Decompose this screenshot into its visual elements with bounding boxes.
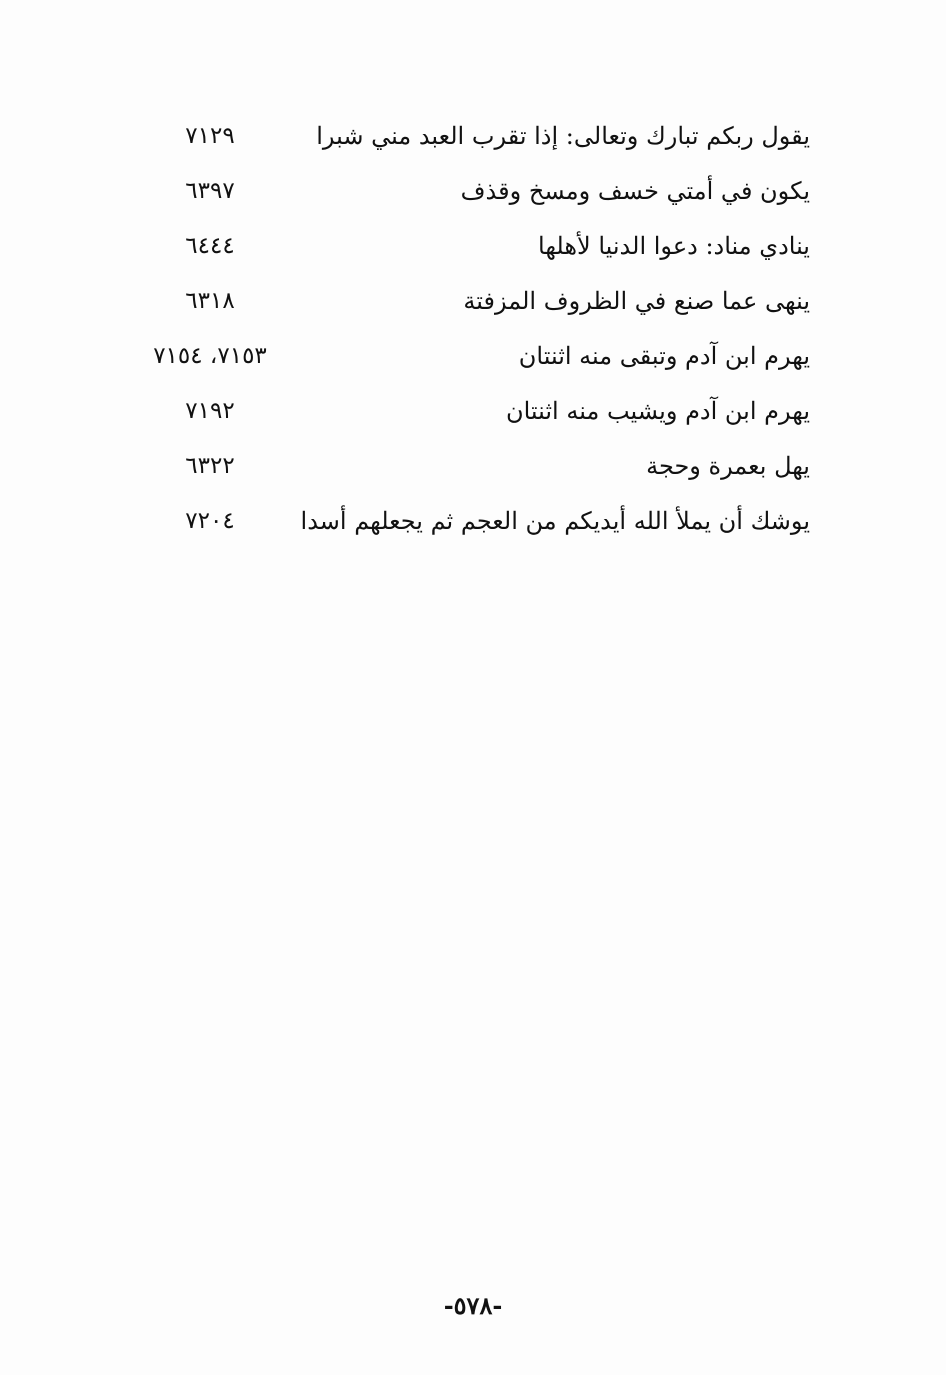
index-entry — [120, 112, 810, 167]
hadith-reference-number: ٦٣١٨ — [185, 288, 235, 314]
hadith-index-list — [120, 112, 810, 552]
hadith-reference-number: ٧١٥٣، ٧١٥٤ — [153, 343, 267, 369]
hadith-reference-number: ٦٣٢٢ — [185, 453, 235, 479]
hadith-text: يكون في أمتي خسف ومسخ وقذف — [460, 177, 810, 205]
index-entry — [120, 497, 810, 552]
index-entry — [120, 222, 810, 277]
hadith-reference-number: ٧١٩٢ — [185, 398, 235, 424]
hadith-text: ينهى عما صنع في الظروف المزفتة — [463, 287, 810, 315]
hadith-text: ينادي مناد: دعوا الدنيا لأهلها — [538, 232, 810, 260]
hadith-reference-number: ٦٤٤٤ — [185, 233, 235, 259]
hadith-reference-number: ٧١٢٩ — [185, 123, 235, 149]
hadith-text: يهرم ابن آدم ويشيب منه اثنتان — [505, 397, 810, 425]
index-entry — [120, 442, 810, 497]
hadith-reference-number: ٧٢٠٤ — [185, 508, 235, 534]
index-entry — [120, 332, 810, 387]
page-number: -٥٧٨- — [443, 1291, 503, 1320]
index-entry — [120, 277, 810, 332]
hadith-text: يهل بعمرة وحجة — [646, 452, 810, 480]
index-entry — [120, 387, 810, 442]
hadith-text: يقول ربكم تبارك وتعالى: إذا تقرب العبد مني شبرا — [316, 122, 810, 150]
hadith-text: يوشك أن يملأ الله أيديكم من العجم ثم يجعلهم أسدا — [300, 507, 810, 535]
hadith-reference-number: ٦٣٩٧ — [185, 178, 235, 204]
index-entry — [120, 167, 810, 222]
hadith-text: يهرم ابن آدم وتبقى منه اثنتان — [518, 342, 810, 370]
